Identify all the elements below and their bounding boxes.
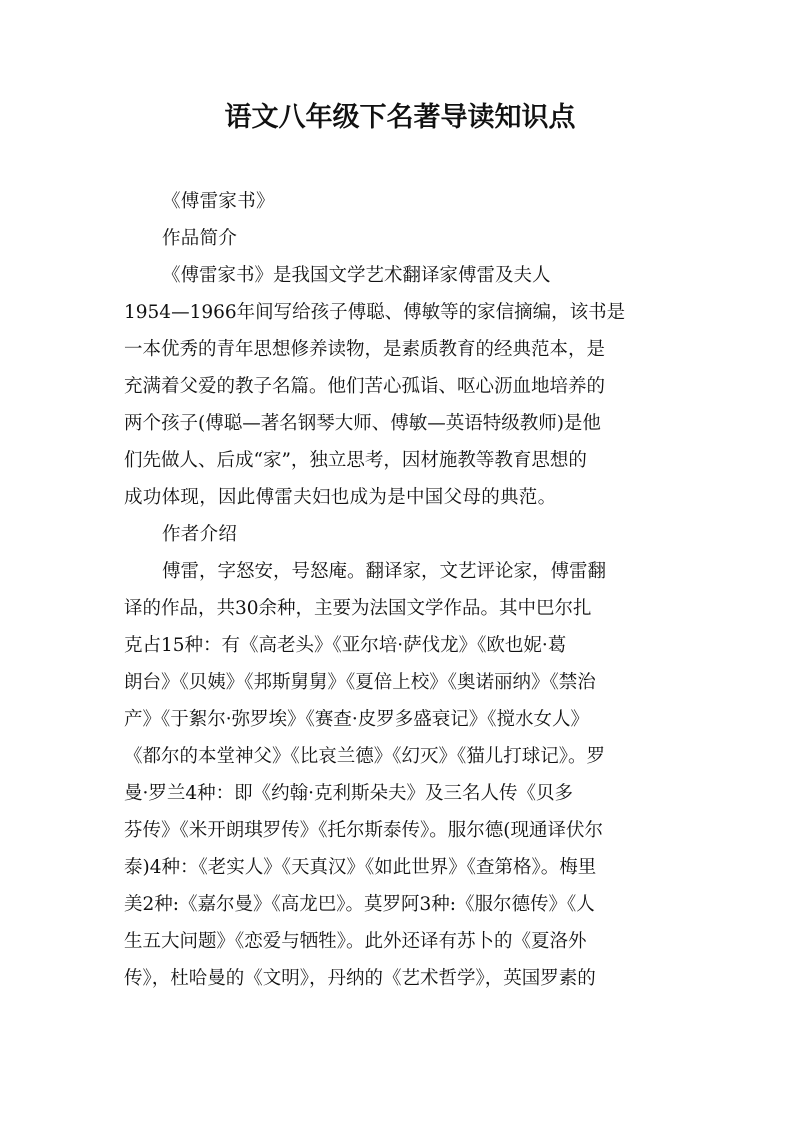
paragraph-line: 1954—1966年间写给孩子傅聪、傅敏等的家信摘编，该书是: [124, 302, 626, 323]
paragraph-line: 《都尔的本堂神父》《比哀兰德》《幻灭》《猫儿打球记》。罗: [124, 746, 606, 767]
paragraph-line: 传》，杜哈曼的《文明》，丹纳的《艺术哲学》，英国罗素的: [124, 968, 596, 989]
document-title: 语文八年级下名著导读知识点: [224, 102, 576, 133]
paragraph-line: 傅雷，字怒安，号怒庵。翻译家，文艺评论家，傅雷翻: [162, 561, 607, 582]
paragraph-line: 泰)4种：《老实人》《天真汉》《如此世界》《查第格》。梅里: [124, 857, 597, 878]
section-heading-intro: 作品简介: [162, 228, 238, 249]
paragraph-line: 曼·罗兰4种：即《约翰·克利斯朵夫》及三名人传《贝多: [124, 783, 574, 804]
paragraph-line: 两个孩子(傅聪—著名钢琴大师、傅敏—英语特级教师)是他: [124, 413, 601, 434]
paragraph-line: 芬传》《米开朗琪罗传》《托尔斯泰传》。服尔德(现通译伏尔: [124, 820, 603, 841]
paragraph-line: 充满着父爱的教子名篇。他们苦心孤诣、呕心沥血地培养的: [124, 376, 606, 397]
author-paragraph: [124, 553, 684, 997]
paragraph-line: 《傅雷家书》是我国文学艺术翻译家傅雷及夫人: [162, 265, 551, 286]
book-title: 《傅雷家书》: [162, 191, 275, 212]
section-heading-author: 作者介绍: [162, 524, 238, 545]
paragraph-line: 产》《于絮尔·弥罗埃》《赛查·皮罗多盛衰记》《搅水女人》: [124, 709, 590, 730]
paragraph-line: 一本优秀的青年思想修养读物，是素质教育的经典范本，是: [124, 339, 606, 360]
paragraph-line: 朗台》《贝姨》《邦斯舅舅》《夏倍上校》《奥诺丽纳》《禁治: [124, 672, 596, 693]
paragraph-line: 译的作品，共30余种，主要为法国文学作品。其中巴尔扎: [124, 598, 592, 619]
paragraph-line: 成功体现，因此傅雷夫妇也成为是中国父母的典范。: [124, 487, 557, 508]
paragraph-line: 美2种:《嘉尔曼》《高龙巴》。莫罗阿3种:《服尔德传》《人: [124, 894, 595, 915]
paragraph-line: 们先做人、后成“家”，独立思考，因材施教等教育思想的: [124, 450, 587, 471]
intro-paragraph: [124, 257, 684, 516]
document-body: [124, 183, 684, 997]
paragraph-line: 生五大问题》《恋爱与牺牲》。此外还译有苏卜的《夏洛外: [124, 931, 587, 952]
paragraph-line: 克占15种：有《高老头》《亚尔培·萨伐龙》《欧也妮·葛: [124, 635, 567, 656]
